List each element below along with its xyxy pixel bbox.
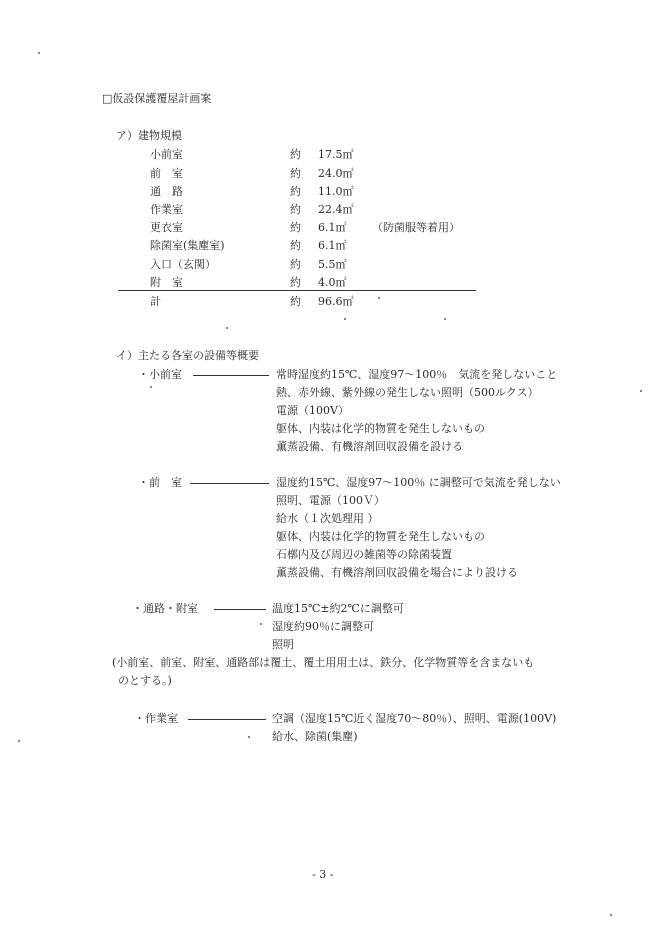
spec-line: 躯体、内装は化学的物質を発生しないもの (276, 530, 485, 543)
scan-speck (610, 914, 612, 916)
scan-speck (344, 318, 346, 320)
scan-speck (226, 327, 228, 329)
approx-mark: 約 (290, 167, 301, 180)
group-label-work-room: ・作業室 (134, 712, 178, 725)
scan-speck (18, 740, 20, 742)
spec-line: 熱、赤外線、紫外線の発生しない照明（500ルクス） (276, 386, 539, 399)
spec-line: 常時湿度約15℃、湿度97～100％ 気流を発しないこと (276, 368, 558, 381)
approx-mark: 約 (290, 221, 301, 234)
spec-line: 湿度約90％に調整可 (272, 620, 374, 633)
spec-line: 照明、電源（100Ｖ） (276, 494, 385, 507)
scan-speck (260, 623, 262, 625)
document-title: □仮設保護覆屋計画案 (102, 92, 212, 105)
room-name: 通 路 (150, 185, 183, 198)
group-label-antechamber-small: ・小前室 (138, 368, 182, 381)
room-area: 17.5㎡ (318, 148, 354, 161)
spec-line: 給水（１次処理用 ） (276, 512, 379, 525)
spec-line: 薫蒸設備、有機溶剤回収設備を設ける (276, 440, 463, 453)
total-label: 計 (150, 295, 161, 308)
room-area: 24.0㎡ (318, 167, 354, 180)
room-area: 11.0㎡ (318, 185, 354, 198)
spec-line: 薫蒸設備、有機溶剤回収設備を場合により設ける (276, 566, 518, 579)
approx-mark: 約 (290, 239, 301, 252)
leader-line (190, 483, 269, 484)
approx-mark: 約 (290, 203, 301, 216)
room-name: 除菌室(集塵室) (150, 239, 225, 252)
room-name: 作業室 (150, 203, 183, 216)
spec-line: 湿度約15℃、湿度97～100％ に調整可で気流を発しない (276, 476, 561, 489)
approx-mark: 約 (290, 148, 301, 161)
spec-line: 空調（湿度15℃近く湿度70～80％）、照明、電源(100V) (272, 712, 557, 725)
scan-speck (640, 390, 642, 392)
remark-line: (小前室、前室、附室、通路部は覆土、覆土用用土は、鉄分、化学物質等を含まないも (112, 656, 535, 669)
spec-line: 躯体、内装は化学的物質を発生しないもの (276, 422, 485, 435)
room-area: 22.4㎡ (318, 203, 354, 216)
scan-speck (150, 386, 152, 388)
room-area: 4.0㎡ (318, 276, 347, 289)
approx-mark: 約 (290, 295, 301, 308)
room-name: 前 室 (150, 167, 183, 180)
total-area: 96.6㎡ (318, 295, 354, 308)
spec-line: 電源（100V） (276, 404, 349, 417)
leader-line (193, 375, 269, 376)
section-a-heading: ア）建物規模 (116, 129, 182, 142)
group-label-antechamber: ・前 室 (138, 476, 182, 489)
approx-mark: 約 (290, 185, 301, 198)
scan-speck (248, 736, 250, 738)
leader-line (188, 719, 266, 720)
room-name: 小前室 (150, 148, 183, 161)
room-name: 附 室 (150, 276, 183, 289)
approx-mark: 約 (290, 258, 301, 271)
room-area: 6.1㎡ (318, 239, 347, 252)
approx-mark: 約 (290, 276, 301, 289)
spec-line: 温度15℃±約2℃に調整可 (272, 602, 404, 615)
scan-speck (444, 318, 446, 320)
remark-line: のとする。) (118, 674, 172, 687)
page-number: - 3 - (312, 868, 334, 881)
spec-line: 給水、除菌(集塵) (272, 730, 358, 743)
total-divider-line (118, 290, 476, 291)
room-note: （防菌服等着用） (372, 221, 460, 234)
spec-line: 照明 (272, 638, 294, 651)
room-name: 入口（玄関） (150, 258, 216, 271)
scan-speck (38, 52, 40, 54)
leader-line (214, 609, 266, 610)
room-name: 更衣室 (150, 221, 183, 234)
group-label-passage: ・通路・附室 (132, 602, 198, 615)
spec-line: 石槨内及び周辺の雑菌等の除菌装置 (276, 548, 452, 561)
scan-speck (378, 297, 380, 299)
room-area: 6.1㎡ (318, 221, 347, 234)
section-i-heading: イ）主たる各室の設備等概要 (116, 349, 259, 362)
room-area: 5.5㎡ (318, 258, 347, 271)
